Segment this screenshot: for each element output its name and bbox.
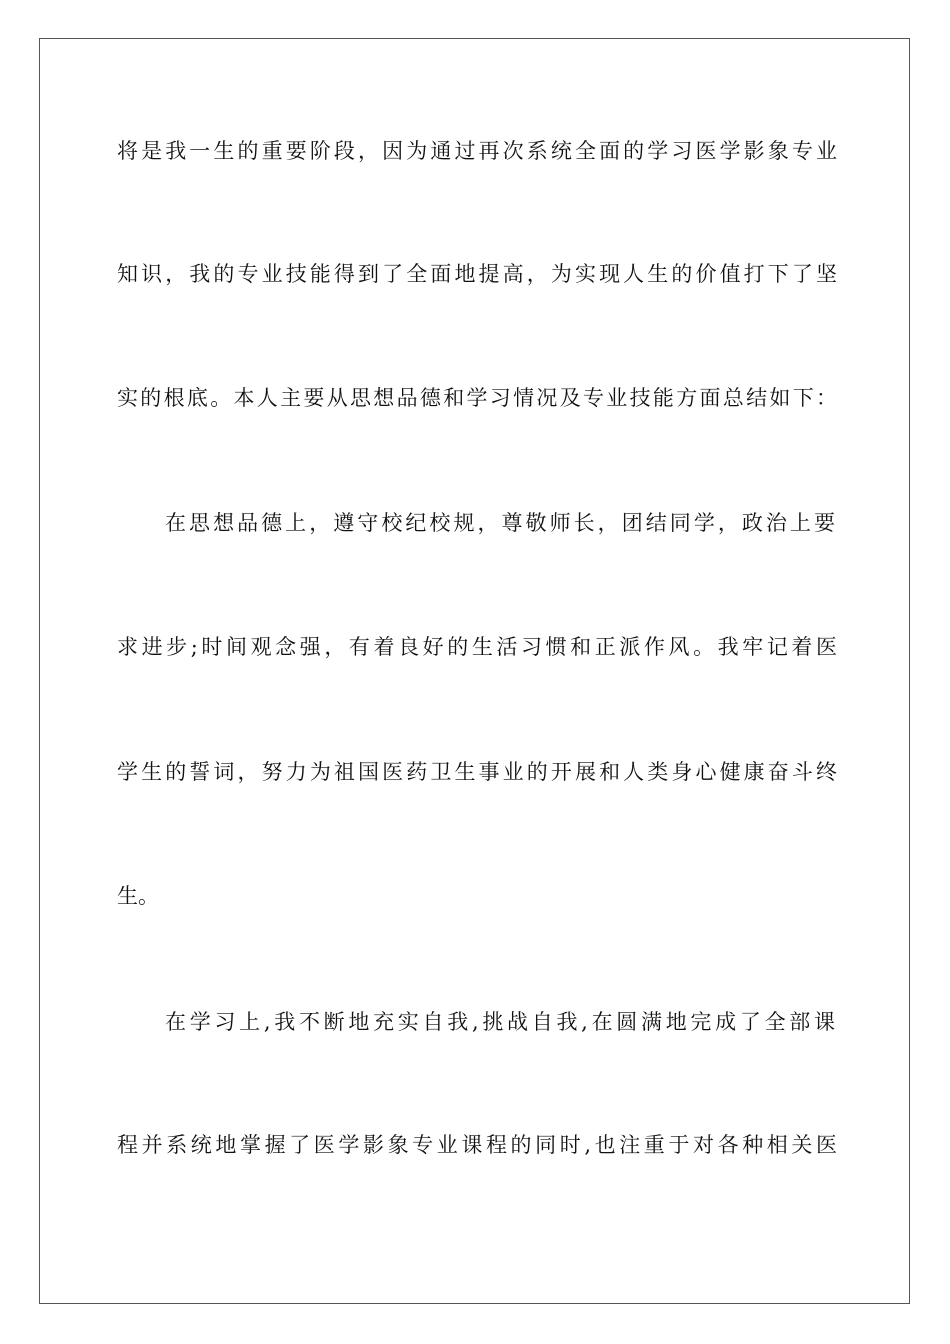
paragraph-2-line-1: 在思想品德上，遵守校纪校规，尊敬师长，团结同学，政治上要 — [165, 511, 835, 535]
paragraph-1-line-1: 将是我一生的重要阶段，因为通过再次系统全面的学习医学影象专业 — [117, 139, 837, 163]
paragraph-3-line-1: 在学习上,我不断地充实自我,挑战自我,在圆满地完成了全部课 — [165, 1010, 835, 1034]
paragraph-2-line-3: 学生的誓词，努力为祖国医药卫生事业的开展和人类身心健康奋斗终 — [117, 760, 837, 784]
paragraph-3-line-2: 程并系统地掌握了医学影象专业课程的同时,也注重于对各种相关医 — [117, 1133, 837, 1157]
paragraph-1-line-2: 知识，我的专业技能得到了全面地提高，为实现人生的价值打下了坚 — [117, 262, 837, 286]
page-frame — [39, 38, 910, 1304]
paragraph-1-line-3: 实的根底。本人主要从思想品德和学习情况及专业技能方面总结如下： — [117, 386, 837, 410]
paragraph-2-line-2: 求进步;时间观念强，有着良好的生活习惯和正派作风。我牢记着医 — [117, 635, 837, 659]
paragraph-2-line-4: 生。 — [117, 884, 159, 908]
